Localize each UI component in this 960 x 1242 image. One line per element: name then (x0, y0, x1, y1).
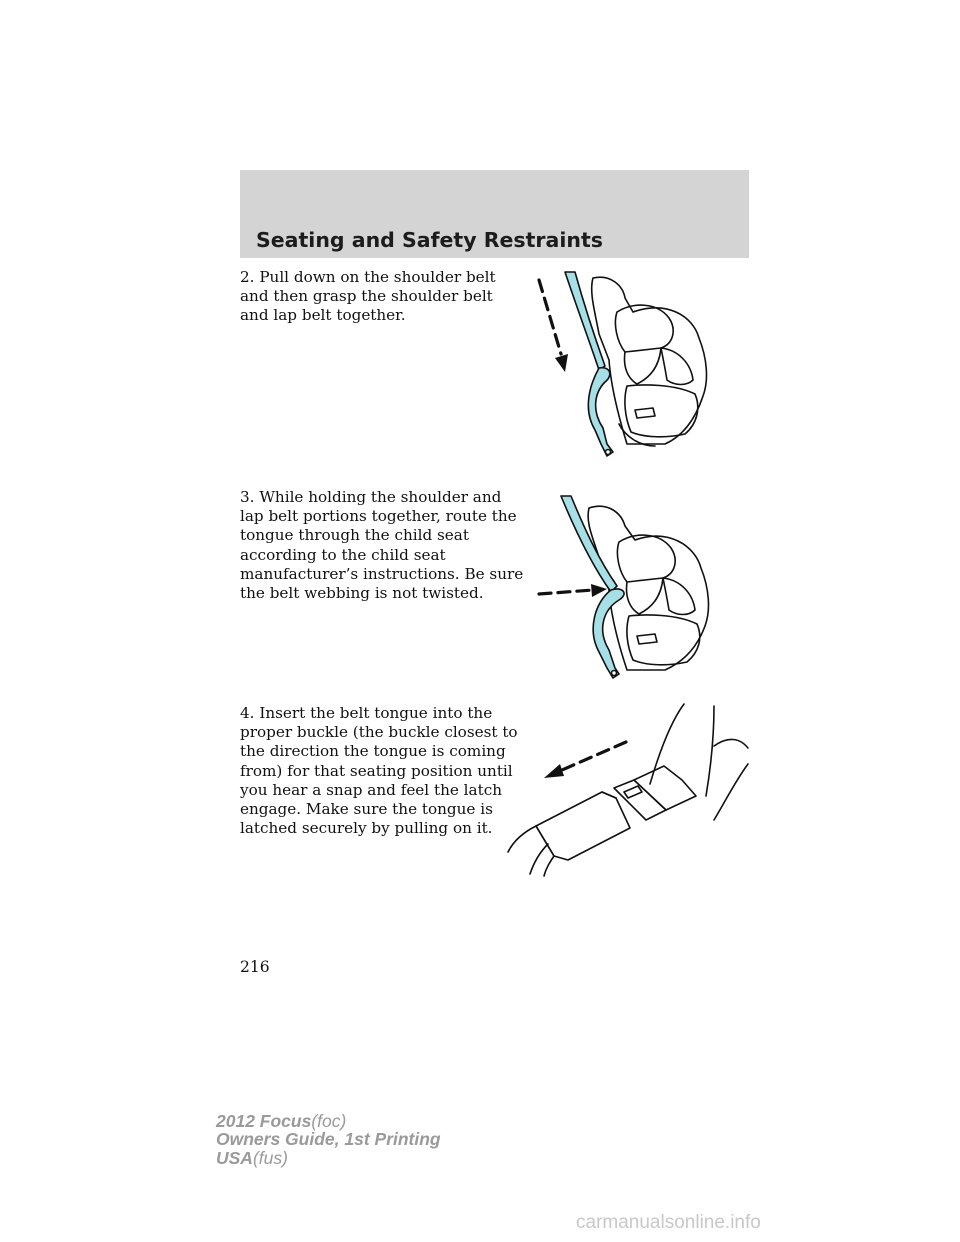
step-line: the belt webbing is not twisted. (240, 584, 484, 603)
instruction-step-2 (240, 268, 512, 326)
buckle-insertion-illustration (500, 700, 760, 880)
step-line: 2. Pull down on the shoulder belt (240, 268, 496, 286)
shoulder-belt (565, 272, 605, 370)
document-footer (216, 1112, 441, 1167)
belt-webbing-edge (650, 704, 684, 784)
seat-shell (592, 277, 707, 444)
footer-line-3 (216, 1149, 441, 1167)
seat-wing (663, 578, 695, 615)
arrow-dashed (539, 590, 593, 594)
seat-headrest (617, 535, 675, 582)
step-line: tongue through the child seat (240, 526, 469, 545)
belt-tongue-hole (612, 671, 617, 676)
watermark: carmanualsonline.info (576, 1212, 761, 1233)
lap-belt (588, 368, 613, 456)
instruction-step-3 (240, 488, 524, 603)
step-line: latched securely by pulling on it. (240, 819, 493, 838)
arrow-dashed (539, 280, 561, 354)
step-line: manufacturer’s instructions. Be sure (240, 564, 524, 583)
strap-line (544, 856, 554, 876)
tongue-tip (614, 780, 666, 820)
seat-slot (637, 634, 657, 644)
child-seat-pull-belt-illustration (515, 268, 720, 468)
belt-webbing-edge (714, 739, 748, 748)
arrow-head-icon (555, 354, 568, 372)
seat-wing (661, 348, 693, 385)
footer-model: 2012 Focus (216, 1111, 312, 1131)
section-title: Seating and Safety Restraints (256, 228, 603, 252)
buckle-edge (602, 792, 616, 798)
footer-market-code: (fus) (252, 1147, 288, 1168)
step-line: you hear a snap and feel the latch (240, 780, 502, 799)
belt-webbing-edge (714, 764, 748, 820)
step-line: the direction the tongue is coming (240, 742, 506, 761)
footer-line-1 (216, 1112, 441, 1130)
tongue-slot (624, 786, 642, 798)
footer-model-code: (foc) (311, 1111, 347, 1131)
step-line: proper buckle (the buckle closest to (240, 723, 518, 742)
lap-belt (593, 589, 624, 678)
buckle-edge (536, 826, 554, 856)
step-line: lap belt portions together, route the (240, 507, 517, 526)
footer-market: USA (216, 1147, 253, 1168)
seat-inner-line (627, 578, 664, 614)
instruction-step-4 (240, 704, 518, 838)
step-line: 3. While holding the shoulder and (240, 488, 502, 506)
strap-line (508, 826, 536, 852)
arrow-head-icon (544, 764, 564, 778)
step-line: engage. Make sure the tongue is (240, 800, 493, 819)
seat-headrest (615, 305, 673, 352)
step-line: from) for that seating position until (240, 761, 513, 780)
footer-guide: Owners Guide, 1st Printing (216, 1129, 441, 1150)
belt-webbing-edge (706, 706, 714, 796)
belt-tongue-hole (606, 450, 611, 455)
child-seat-route-belt-illustration (515, 490, 725, 685)
step-line: 4. Insert the belt tongue into the (240, 704, 493, 722)
strap-line (530, 844, 548, 874)
arrow-dashed (562, 742, 626, 770)
step-line: and then grasp the shoulder belt (240, 287, 493, 306)
seat-slot (635, 408, 655, 418)
step-line: according to the child seat (240, 545, 446, 564)
page-number: 216 (240, 958, 270, 976)
seat-inner-line (625, 348, 662, 384)
footer-line-2 (216, 1130, 441, 1148)
step-line: and lap belt together. (240, 306, 406, 325)
